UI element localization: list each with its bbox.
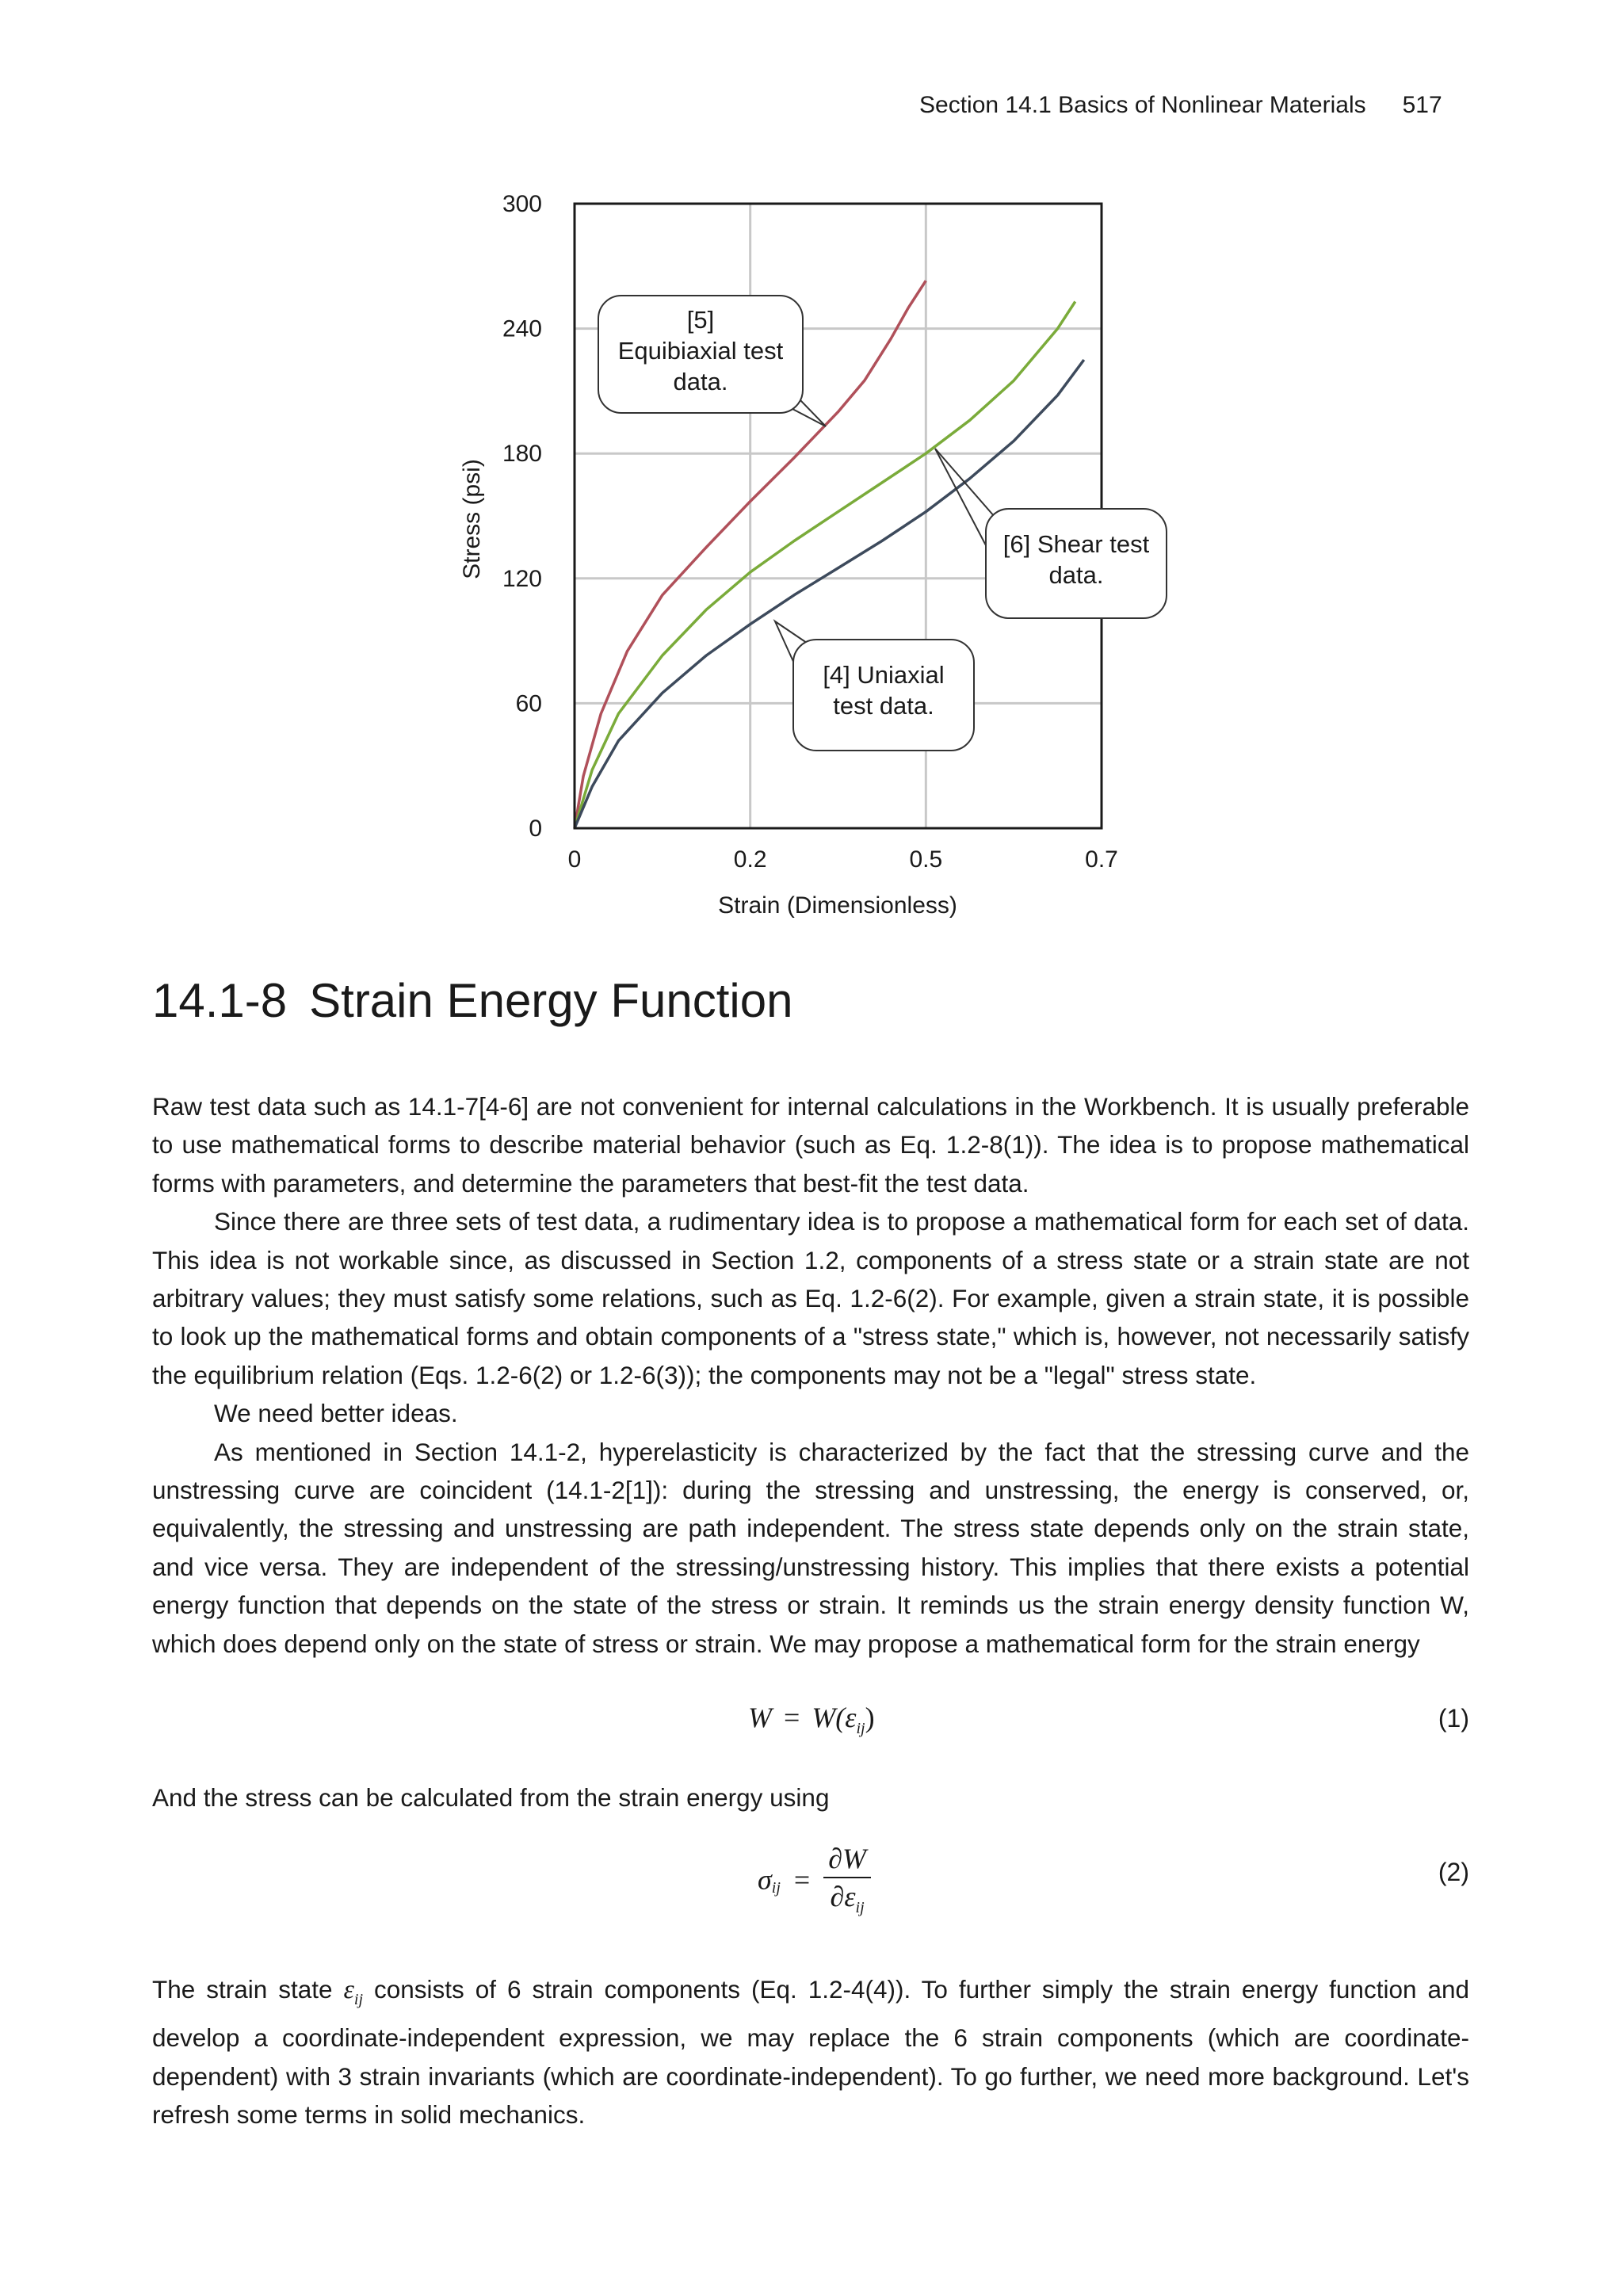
y-axis-title: Stress (psi)	[459, 459, 485, 579]
eq1-subscript: ij	[856, 1720, 865, 1737]
stress-strain-chart	[0, 0, 1623, 935]
paragraph-4: As mentioned in Section 14.1-2, hyperelasticity is characterized by the fact that the stressing curve and the unstressing curve are coincident (14.1-2[1]): during the stressing and unstressing, the energy is conserved, or, equivalently, the stressing and unstressing are path independent. The stress state depends only on the strain state, and vice versa. They are independent of the stressing/unstressing history. This implies that there exists a potential energy function that depends on the state of the stress or strain. It reminds us the strain energy density function W, which does depend only on the state of stress or strain. We may propose a mathematical form for the strain energy	[152, 1437, 1469, 1658]
y-tick-label: 120	[502, 565, 542, 592]
x-tick-label: 0.5	[909, 846, 943, 873]
eq2-equals: =	[793, 1863, 811, 1896]
eq2-sigma-subscript: ij	[771, 1878, 781, 1897]
callout-uniaxial	[792, 639, 975, 751]
callout-uniaxial-line2: test data.	[833, 692, 934, 720]
paragraph-6-subscript: ij	[353, 1991, 364, 2008]
eq2-numerator: ∂W	[823, 1842, 871, 1878]
y-tick-label: 180	[502, 441, 542, 468]
eq2-sigma: σ	[758, 1863, 772, 1896]
x-axis-title: Strain (Dimensionless)	[718, 892, 957, 919]
section-heading	[152, 973, 792, 1028]
callout-equibiaxial	[598, 295, 804, 414]
body-text-mid	[152, 1778, 1469, 1817]
equation-2-number: (2)	[1438, 1858, 1469, 1886]
x-tick-label: 0.7	[1085, 846, 1118, 873]
equation-2-formula	[758, 1842, 871, 1917]
equation-2	[152, 1839, 1469, 1926]
y-tick-label: 0	[529, 816, 542, 842]
callout-uniaxial-line1: [4] Uniaxial	[823, 661, 945, 689]
callout-shear-line2: data.	[1048, 561, 1104, 589]
eq2-den-symbol: ∂ε	[830, 1881, 856, 1912]
eq1-epsilon: ε	[845, 1702, 857, 1733]
body-text-bottom	[152, 1970, 1469, 2134]
paragraph-6-epsilon: ε	[343, 1975, 354, 2004]
equation-1-number: (1)	[1438, 1704, 1469, 1733]
paragraph-5: And the stress can be calculated from the strain energy using	[152, 1783, 830, 1812]
eq2-denominator	[826, 1878, 869, 1917]
paragraph-6-rest: consists of 6 strain components (Eq. 1.2-4(4)). To further simply the strain energy function and develop a coordinate-independent expression, we may replace the 6 strain components (which are coordinate-dependent) with 3 strain invariants (which are coordinate-independent). To go further, we need more background. Let's refresh some terms in solid mechanics.	[152, 1975, 1469, 2130]
paragraph-3: We need better ideas.	[214, 1399, 458, 1428]
callout-shear-line1: [6] Shear test	[1002, 530, 1150, 558]
paragraph-6	[152, 1970, 1469, 2134]
callout-equibiaxial-line1: [5]	[686, 306, 715, 334]
eq1-lhs: W	[748, 1702, 772, 1733]
callout-equibiaxial-line2: Equibiaxial test	[617, 337, 784, 365]
equation-1	[152, 1696, 1469, 1744]
eq1-equals: =	[784, 1702, 800, 1733]
running-head-section: Section 14.1 Basics of Nonlinear Materials	[919, 92, 1366, 118]
body-text-top	[152, 1087, 1469, 1663]
section-title: Strain Energy Function	[309, 974, 793, 1027]
eq1-close: )	[865, 1702, 875, 1733]
eq1-rhs: W(	[812, 1702, 846, 1733]
y-tick-label: 60	[515, 690, 542, 717]
x-tick-label: 0	[567, 846, 582, 873]
callout-shear	[985, 508, 1167, 619]
paragraph-1: Raw test data such as 14.1-7[4-6] are not convenient for internal calculations in the Workbench. It is usually preferable to use mathematical forms to describe material behavior (such as Eq. 1.2-8(1)). The idea is to propose mathematical forms with parameters, and determine the parameters that best-fit the test data.	[152, 1092, 1469, 1198]
x-tick-label: 0.2	[733, 846, 767, 873]
section-number: 14.1-8	[152, 974, 288, 1027]
y-tick-label: 240	[502, 315, 542, 342]
stress-strain-figure	[0, 0, 1623, 935]
page-number: 517	[1402, 92, 1442, 118]
eq2-den-subscript: ij	[855, 1899, 865, 1916]
paragraph-2: Since there are three sets of test data, a rudimentary idea is to propose a mathematical form for each set of data. This idea is not workable since, as discussed in Section 1.2, components of a stress state or a strain state are not arbitrary values; they must satisfy some relations, such as Eq. 1.2-6(2). For example, given a strain state, it is possible to look up the mathematical forms and obtain components of a "stress state," which is, however, not necessarily satisfy the equilibrium relation (Eqs. 1.2-6(2) or 1.2-6(3)); the components may not be a "legal" stress state.	[152, 1207, 1469, 1389]
y-tick-label: 300	[502, 191, 542, 217]
callout-equibiaxial-line3: data.	[673, 368, 728, 395]
paragraph-6-start: The strain state	[152, 1975, 344, 2004]
equation-1-formula	[748, 1701, 875, 1738]
eq2-fraction	[823, 1842, 871, 1917]
